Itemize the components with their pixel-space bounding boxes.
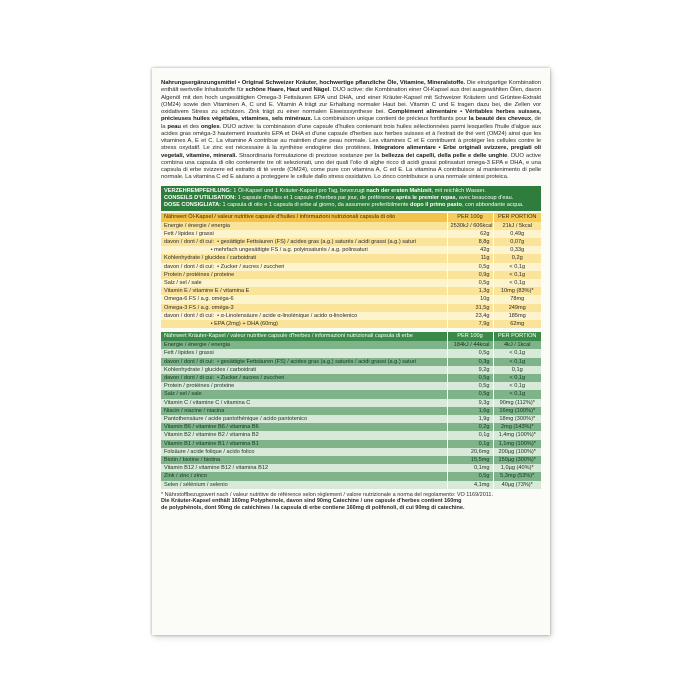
- nutrient-name: Pantothensäure / acide pantothénique / acido pantotenico: [161, 415, 447, 423]
- per-portion-value: < 0,1g: [493, 358, 541, 366]
- table-row: [161, 341, 541, 349]
- per-portion-value: 249mg: [493, 304, 541, 312]
- herb-table-title: Nährwert Kräuter-Kapsel / valeur nutritive capsule d'herbes / informazioni nutrizionali capsula di erbe: [161, 332, 447, 341]
- table-row: [161, 407, 541, 415]
- intro-text: [161, 80, 541, 182]
- per-100g-value: 23,4g: [447, 312, 493, 320]
- per-portion-value: < 0,1g: [493, 279, 541, 287]
- per-100g-value: 20,6mg: [447, 448, 493, 456]
- table-row: [161, 399, 541, 407]
- nutrient-name: Vitamin B1 / vitamine B1 / vitamina B1: [161, 440, 447, 448]
- per-100g-value: 62g: [447, 230, 493, 238]
- nutrient-name: Vitamin B6 / vitamine B6 / vitamina B6: [161, 423, 447, 431]
- dosage-it-text: 1 capsula di olio e 1 capsula di erbe al giorno, da assumere preferibilmente: [220, 201, 411, 208]
- oil-col-per-100g: PER 100g: [447, 213, 493, 222]
- nutrient-name: Fett / lipides / grassi: [161, 349, 447, 357]
- per-100g-value: 0,5g: [447, 279, 493, 287]
- dosage-fr-highlight: après le premier repas: [395, 194, 456, 201]
- footnote-polyphenols-line-1: Die Kräuter-Kapsel enthält 160mg Polyphenole, davon sind 90mg Catechine / une capsule d'herbes contient 160mg: [161, 498, 462, 505]
- table-row: [161, 230, 541, 238]
- nutrient-name: Omega-3 FS / a.g. oméga-3: [161, 304, 447, 312]
- nutrient-name: davon / dont / di cui: • α-Linolensäure / acide α-linolénique / acido α-linolenico: [161, 312, 447, 320]
- intro-fr-highlight: la beauté des cheveux: [468, 116, 532, 123]
- dosage-de-highlight: nach der ersten Mahlzeit: [366, 187, 432, 194]
- dosage-de: [164, 188, 538, 195]
- per-portion-value: < 0,1g: [493, 382, 541, 390]
- per-100g-value: 0,2g: [447, 423, 493, 431]
- nutrient-name: Zink / zinc / zinco: [161, 472, 447, 480]
- nutrient-name: Omega-6 FS / a.g. oméga-6: [161, 295, 447, 303]
- per-portion-value: 0,07g: [493, 238, 541, 246]
- table-row: [161, 456, 541, 464]
- nutrient-name: Energie / énergie / energia: [161, 341, 447, 349]
- per-portion-value: 5,3mg (53%)*: [493, 472, 541, 480]
- per-portion-value: 40µg (73%)*: [493, 481, 541, 489]
- oil-table-body: [161, 222, 541, 329]
- nutrient-name: Kohlenhydrate / glucides / carboidrati: [161, 254, 447, 262]
- table-row: [161, 287, 541, 295]
- per-100g-value: 0,5g: [447, 390, 493, 398]
- per-portion-value: 10mg (83%)*: [493, 287, 541, 295]
- table-row: [161, 382, 541, 390]
- dosage-fr-text-2: , avec beaucoup d'eau.: [455, 194, 514, 201]
- per-100g-value: 10g: [447, 295, 493, 303]
- intro-fr-text-2: , de la: [161, 116, 541, 130]
- per-portion-value: 0,49g: [493, 230, 541, 238]
- intro-de-heading: Nahrungsergänzungsmittel • Original Schweizer Kräuter, hochwertige pflanzliche Öle, Vitamine, Mineralstoffe.: [161, 80, 466, 86]
- per-portion-value: 78mg: [493, 295, 541, 303]
- per-portion-value: 185mg: [493, 312, 541, 320]
- per-portion-value: 90mg (112%)*: [493, 399, 541, 407]
- nutrient-name: Vitamin B2 / vitamine B2 / vitamina B2: [161, 431, 447, 439]
- per-portion-value: 2mg (143%)*: [493, 423, 541, 431]
- nutrient-name: Niacin / niacine / niacina: [161, 407, 447, 415]
- intro-it-highlight: bellezza dei capelli, della pelle e delle unghie: [381, 152, 508, 159]
- per-100g-value: 7,9g: [447, 320, 493, 328]
- oil-table-header: [161, 213, 541, 222]
- table-row: [161, 374, 541, 382]
- per-100g-value: 4,1mg: [447, 481, 493, 489]
- label-sheet: [152, 68, 550, 635]
- per-portion-value: < 0,1g: [493, 271, 541, 279]
- table-row: [161, 390, 541, 398]
- per-portion-value: 0,1g: [493, 366, 541, 374]
- per-100g-value: 11g: [447, 254, 493, 262]
- table-row: [161, 263, 541, 271]
- intro-fr-highlight-3: ongles: [200, 123, 220, 130]
- intro-de-text-2: . DUO active: die Kombination einer Öl-Kapsel aus drei ausgewählten Ölen, davon Algenöl mit den hoch ungesättigten Omega-3 Fettsäuren EPA und DHA, und einer Kräuter-Kapsel mit Schweizer Kräutern und Grüntee-Extrakt (OM24) sowie den Vitaminen A, C und E. Vitamin A trägt zur Erhaltung normaler Haut bei. Vitamin C und E tragen dazu bei, die Zellen vor oxidativem Stress zu schützen. Zink trägt zu einer normalen Eiweisssynthese bei.: [161, 87, 541, 115]
- nutrient-name: Vitamin B12 / vitamine B12 / vitamina B12: [161, 464, 447, 472]
- per-portion-value: < 0,1g: [493, 390, 541, 398]
- table-row: [161, 440, 541, 448]
- table-row: [161, 366, 541, 374]
- per-portion-value: < 0,1g: [493, 263, 541, 271]
- table-row: [161, 320, 541, 328]
- per-portion-value: 1,4mg (100%)*: [493, 431, 541, 439]
- per-100g-value: 0,1mg: [447, 464, 493, 472]
- table-row: [161, 358, 541, 366]
- per-100g-value: 1,3g: [447, 287, 493, 295]
- intro-it-text-2: . DUO active combina una capsula di olio contenente tre oli selezionati, uno dei quali l'olio di alghe ricco di acidi grassi polinsaturi omega-3 EPA e DHA, e una capsula di erbe svizzere ed estratto di tè verde (OM24), come pure con vitamina A, C ed E. La vitamina A contribuisce al mantenimento di pelle normale. La vitamina C ed E aiutano a proteggere le cellule dallo stress ossidativo. Lo zinco contribuisce a una normale sintesi proteica.: [161, 152, 541, 181]
- per-100g-value: 0,5g: [447, 382, 493, 390]
- per-portion-value: 0,33g: [493, 246, 541, 254]
- nutrient-name: Fett / lipides / grassi: [161, 230, 447, 238]
- nutrient-name: davon / dont / di cui: • Zucker / sucres / zuccheri: [161, 374, 447, 382]
- dosage-de-label: VERZEHREMPFEHLUNG:: [164, 187, 232, 194]
- intro-fr-text-3: et des: [180, 123, 201, 130]
- table-row: [161, 312, 541, 320]
- dosage-de-text-2: , mit reichlich Wasser.: [431, 187, 486, 194]
- per-portion-value: < 0,1g: [493, 349, 541, 357]
- per-portion-value: 16mg (100%)*: [493, 407, 541, 415]
- per-100g-value: 0,3g: [447, 358, 493, 366]
- per-100g-value: 184kJ / 44kcal: [447, 341, 493, 349]
- label-content: [161, 80, 541, 512]
- intro-de-highlight: schöne Haare, Haut und Nägel: [245, 87, 330, 94]
- footnote-polyphenols-2: [161, 505, 541, 512]
- nutrient-name: Biotin / biotine / biotina: [161, 456, 447, 464]
- nutrient-name: Vitamin C / vitamine C / vitamina C: [161, 399, 447, 407]
- intro-fr-heading: Complément alimentaire • Véritables herbes suisses, précieuses huiles végétales, vitamines, sels minéraux.: [161, 109, 542, 123]
- per-100g-value: 0,1g: [447, 431, 493, 439]
- per-100g-value: 9,2g: [447, 366, 493, 374]
- nutrient-name: davon / dont / di cui: • gesättigte Fettsäuren (FS) / acides gras (a.g.) saturés / acidi grassi (a.g.) saturi: [161, 238, 447, 246]
- intro-paragraph: [161, 80, 541, 182]
- dosage-de-text: 1 Öl-Kapsel und 1 Kräuter-Kapsel pro Tag, bevorzugt: [231, 187, 367, 194]
- table-row: [161, 222, 541, 230]
- nutrient-name: Kohlenhydrate / glucides / carboidrati: [161, 366, 447, 374]
- per-portion-value: 62mg: [493, 320, 541, 328]
- dosage-fr-text: 1 capsule d'huiles et 1 capsule d'herbes par jour, de préférence: [236, 194, 396, 201]
- per-100g-value: 31,5g: [447, 304, 493, 312]
- table-row: [161, 481, 541, 489]
- dosage-it: [164, 202, 538, 209]
- per-100g-value: 0,1g: [447, 440, 493, 448]
- dosage-it-highlight: dopo il primo pasto: [410, 201, 462, 208]
- table-row: [161, 472, 541, 480]
- per-portion-value: 18mg (300%)*: [493, 415, 541, 423]
- nutrient-name: Vitamin E / vitamine E / vitamina E: [161, 287, 447, 295]
- oil-nutrition-table: [161, 213, 541, 329]
- per-100g-value: 0,5g: [447, 263, 493, 271]
- herb-table-header: [161, 332, 541, 341]
- table-row: [161, 295, 541, 303]
- per-100g-value: 1,6g: [447, 407, 493, 415]
- nutrient-name: Salz / sel / sale: [161, 279, 447, 287]
- footnote: [161, 492, 541, 512]
- nutrient-name: davon / dont / di cui: • gesättigte Fettsäuren (FS) / acides gras (a.g.) saturés / acidi grassi (a.g.) saturi: [161, 358, 447, 366]
- table-row: [161, 423, 541, 431]
- oil-table-title: Nährwert Öl-Kapsel / valeur nutritive capsule d'huiles / informazioni nutrizionali capsula di olio: [161, 213, 447, 222]
- per-portion-value: 0,2g: [493, 254, 541, 262]
- dosage-box: [161, 186, 541, 211]
- per-portion-value: 200µg (100%)*: [493, 448, 541, 456]
- herb-col-per-100g: PER 100g: [447, 332, 493, 341]
- table-row: [161, 431, 541, 439]
- nutrient-name: Selen / sélénium / selenio: [161, 481, 447, 489]
- nutrient-name: Salz / sel / sale: [161, 390, 447, 398]
- per-portion-value: < 0,1g: [493, 374, 541, 382]
- intro-fr-text-4: . DUO active: la combinaison d'une capsule d'huiles contenant trois huiles sélectionnées parmi lesquelles l'huile d'algue aux acides gras oméga-3 hautement insaturés EPA et DHA et d'une capsule d'herbes aux herbes suisses et à l'extrait de thé vert (OM24) ainsi que les vitamines A, E et C. La vitamine A contribue au maintien d'une peau normale. Les vitamines C et E contribuent à protéger les cellules contre le stress oxydatif. Le zinc est nécessaire à la synthèse endogène des protéines.: [161, 123, 541, 152]
- per-100g-value: 0,5g: [447, 472, 493, 480]
- per-100g-value: 42g: [447, 246, 493, 254]
- herb-col-per-portion: PER PORTION: [493, 332, 541, 341]
- per-100g-value: 0,5g: [447, 349, 493, 357]
- per-100g-value: 0,9g: [447, 271, 493, 279]
- intro-it-heading: Integratore alimentare • Erbe originali svizzere, pregiati oli vegetali, vitamine, minerali.: [161, 145, 542, 159]
- intro-fr-text: La combinaison unique contient de précieux fortifiants pour: [312, 116, 469, 123]
- table-row: [161, 279, 541, 287]
- nutrient-name: Protein / protéines / proteine: [161, 382, 447, 390]
- per-portion-value: 1,0µg (40%)*: [493, 464, 541, 472]
- table-row: [161, 415, 541, 423]
- nutrient-name: Folsäure / acide folique / acido folico: [161, 448, 447, 456]
- dosage-fr: [164, 195, 538, 202]
- dosage-it-label: DOSE CONSIGLIATA:: [164, 201, 221, 208]
- nutrient-name: • mehrfach ungesättigte FS / a.g. polyinsaturés / a.g. polinsaturi: [161, 246, 447, 254]
- nutrient-name: Energie / énergie / energia: [161, 222, 447, 230]
- table-row: [161, 271, 541, 279]
- footnote-reference: * Nährstoffbezugswert nach / valeur nutritive de référence selon règlement / valore nutrizionale a norma del regolamento: VO 1169/2011.: [161, 491, 494, 498]
- table-row: [161, 246, 541, 254]
- nutrient-name: davon / dont / di cui: • Zucker / sucres / zuccheri: [161, 263, 447, 271]
- dosage-it-text-2: , con abbondante acqua.: [461, 201, 524, 208]
- table-row: [161, 464, 541, 472]
- herb-nutrition-table: [161, 332, 541, 489]
- intro-fr-highlight-2: peau: [167, 123, 181, 130]
- herb-table-body: [161, 341, 541, 489]
- dosage-fr-label: CONSEILS D'UTILISATION:: [164, 194, 237, 201]
- per-portion-value: 4kJ / 1kcal: [493, 341, 541, 349]
- per-100g-value: 9,3g: [447, 399, 493, 407]
- per-100g-value: 1,9g: [447, 415, 493, 423]
- per-portion-value: 150µg (300%)*: [493, 456, 541, 464]
- intro-it-text: Straordinaria formulazione di preziose sostanze per la: [236, 152, 382, 159]
- table-row: [161, 254, 541, 262]
- per-100g-value: 2530kJ / 606kcal: [447, 222, 493, 230]
- per-100g-value: 8,8g: [447, 238, 493, 246]
- per-100g-value: 0,5g: [447, 374, 493, 382]
- nutrient-name: Protein / protéines / proteine: [161, 271, 447, 279]
- table-row: [161, 238, 541, 246]
- oil-col-per-portion: PER PORTION: [493, 213, 541, 222]
- per-100g-value: 15,5mg: [447, 456, 493, 464]
- footnote-polyphenols-line-2: de polyphénols, dont 90mg de catéchines / la capsula di erbe contiene 160mg di polifenoli, di cui 90mg di catechine.: [161, 504, 465, 511]
- footnote-polyphenols: [161, 498, 541, 505]
- table-row: [161, 349, 541, 357]
- nutrient-name: • EPA (2mg) + DHA (60mg): [161, 320, 447, 328]
- per-portion-value: 21kJ / 5kcal: [493, 222, 541, 230]
- table-row: [161, 448, 541, 456]
- per-portion-value: 1,1mg (100%)*: [493, 440, 541, 448]
- intro-de-text: Die einzigartige Kombination enthält wertvolle Inhaltsstoffe für: [161, 80, 541, 94]
- table-row: [161, 304, 541, 312]
